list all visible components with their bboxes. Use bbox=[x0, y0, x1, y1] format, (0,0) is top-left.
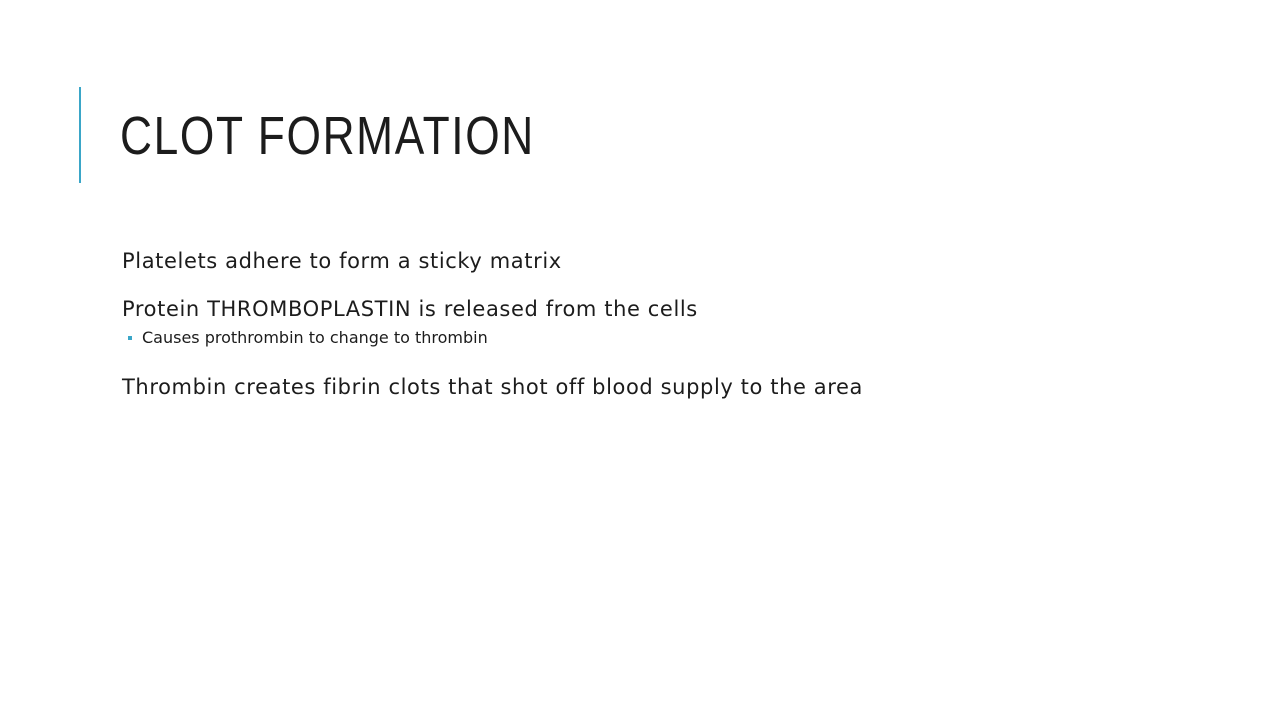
slide-body bbox=[122, 246, 1222, 402]
bullet-point-1: Platelets adhere to form a sticky matrix bbox=[122, 249, 562, 273]
bullet-point-2: Protein THROMBOPLASTIN is released from the cells bbox=[122, 297, 698, 321]
sub-bullet-point-1 bbox=[122, 327, 1222, 349]
title-accent-bar bbox=[79, 87, 81, 183]
square-bullet-icon bbox=[128, 336, 132, 340]
sub-bullet-text: Causes prothrombin to change to thrombin bbox=[142, 328, 488, 347]
slide-title: CLOT FORMATION bbox=[120, 106, 535, 166]
bullet-point-3: Thrombin creates fibrin clots that shot off blood supply to the area bbox=[122, 375, 864, 399]
bullet-group-2 bbox=[122, 294, 1222, 349]
